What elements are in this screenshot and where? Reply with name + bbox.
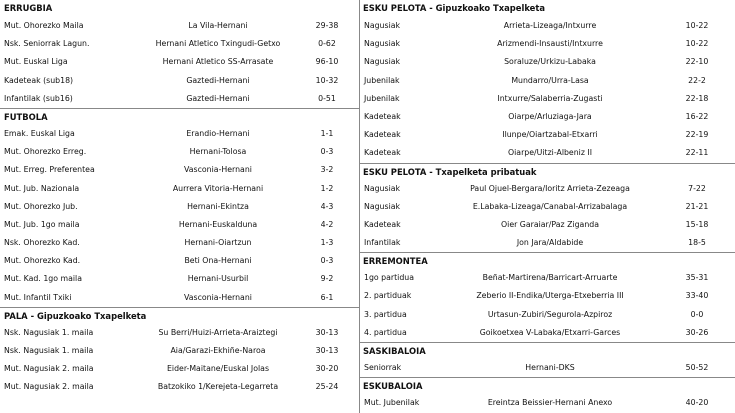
match-score: 96-10: [315, 57, 339, 67]
match-score: 25-24: [315, 382, 339, 392]
match-score: 1-3: [320, 238, 334, 248]
match-score: 10-22: [685, 39, 709, 49]
category-label: Kadeteak (sub18): [4, 75, 74, 85]
match-score: 50-52: [685, 363, 709, 372]
result-row: [359, 306, 735, 324]
category-label: Mut. Ohorezko Kad.: [4, 256, 81, 266]
result-row: [359, 394, 735, 412]
result-row: [0, 53, 359, 71]
category-label: Nsk. Ohorezko Kad.: [4, 238, 80, 248]
section-header: ERRUGBIA: [4, 3, 53, 13]
match-teams: Arizmendi-Insausti/Intxurre: [497, 39, 603, 49]
result-row: [0, 161, 359, 179]
category-label: Seniorrak: [364, 363, 402, 372]
match-teams: Zeberio II-Endika/Uterga-Etxeberria III: [476, 291, 624, 301]
match-teams: Mundarro/Urra-Lasa: [511, 75, 589, 85]
match-teams: Oier Garaiar/Paz Ziganda: [501, 219, 599, 229]
result-row: [0, 378, 359, 396]
result-row: [359, 72, 735, 90]
section: [359, 252, 735, 342]
match-teams: La Vila-Hernani: [188, 21, 248, 30]
match-score: 0-3: [320, 256, 334, 266]
category-label: Kadeteak: [364, 130, 401, 140]
match-teams: Goikoetxea V-Labaka/Etxarri-Garces: [479, 327, 621, 337]
category-label: Kadeteak: [364, 219, 401, 229]
match-score: 1-1: [320, 128, 334, 138]
match-teams: Aurrera Vitoria-Hernani: [172, 183, 264, 193]
match-teams: Hernani-Usurbil: [187, 274, 249, 284]
match-score: 21-21: [685, 201, 709, 211]
category-label: Mut. Nagusiak 2. maila: [4, 364, 94, 374]
match-teams: Erandio-Hernani: [186, 128, 250, 138]
category-label: Kadeteak: [364, 111, 401, 121]
match-teams: E.Labaka-Lizeaga/Canabal-Arrizabalaga: [472, 201, 628, 211]
section: [0, 0, 359, 108]
match-score: 16-22: [685, 111, 709, 121]
category-label: Nagusiak: [364, 57, 401, 67]
match-teams: Hernani Atletico SS-Arrasate: [162, 57, 274, 67]
match-teams: Hernani-Euskalduna: [178, 219, 258, 229]
section-header: SASKIBALOIA: [359, 342, 735, 359]
match-score: 0-0: [690, 309, 704, 319]
match-score: 0-62: [318, 39, 336, 49]
result-row: [0, 143, 359, 161]
match-score: 9-2: [320, 274, 334, 284]
result-row: [0, 342, 359, 360]
match-score: 10-22: [685, 21, 709, 30]
match-teams: Su Berri/Huizi-Arrieta-Araiztegi: [158, 327, 278, 337]
match-score: 18-5: [688, 238, 706, 248]
match-teams: Hernani-Ekintza: [187, 201, 249, 211]
match-teams: Ilunpe/Oiartzabal-Etxarri: [502, 130, 598, 140]
match-teams: Arrieta-Lizeaga/Intxurre: [503, 21, 597, 30]
result-row: [0, 324, 359, 342]
category-label: Jubenilak: [364, 93, 400, 103]
result-row: [359, 35, 735, 53]
match-score: 22-2: [688, 75, 706, 85]
match-score: 4-3: [320, 201, 334, 211]
result-row: [359, 216, 735, 234]
category-label: Nsk. Nagusiak 1. maila: [4, 327, 94, 337]
result-row: [359, 144, 735, 162]
match-score: 30-26: [685, 327, 709, 337]
category-label: Mut. Infantil Txiki: [4, 292, 72, 302]
category-label: Nsk. Seniorrak Lagun.: [4, 39, 90, 49]
match-teams: Gaztedi-Hernani: [186, 93, 250, 103]
category-label: Emak. Euskal Liga: [4, 128, 75, 138]
result-row: [359, 269, 735, 287]
section-header: PALA - Gipuzkoako Txapelketa: [0, 307, 359, 324]
category-label: Mut. Nagusiak 2. maila: [4, 382, 94, 392]
match-teams: Soraluze/Urkizu-Labaka: [504, 57, 596, 67]
category-label: 2. partiduak: [364, 291, 412, 301]
match-teams: Batzokiko 1/Kerejeta-Legarreta: [157, 382, 279, 392]
match-teams: Hernani Atletico Txingudi-Getxo: [155, 39, 281, 49]
match-score: 22-19: [685, 130, 709, 140]
match-score: 30-13: [315, 346, 339, 355]
section: [359, 377, 735, 412]
result-row: [359, 234, 735, 252]
section: [359, 163, 735, 253]
match-teams: Paul Ojuel-Bergara/Ioritz Arrieta-Zezeaga: [470, 183, 630, 193]
match-score: 29-38: [315, 21, 339, 30]
match-score: 15-18: [685, 219, 709, 229]
category-label: Mut. Ohorezko Maila: [4, 21, 84, 30]
match-score: 40-20: [685, 398, 709, 408]
category-label: Infantilak (sub16): [4, 93, 73, 103]
result-row: [359, 17, 735, 35]
match-teams: Hernani-Tolosa: [189, 147, 247, 157]
category-label: Mut. Ohorezko Erreg.: [4, 147, 87, 157]
match-teams: Vasconia-Hernani: [184, 165, 252, 175]
match-score: 10-32: [315, 75, 339, 85]
section-header: ERREMONTEA: [359, 252, 735, 269]
category-label: Nagusiak: [364, 21, 401, 30]
category-label: Nsk. Nagusiak 1. maila: [4, 346, 94, 355]
match-score: 33-40: [685, 291, 709, 301]
match-score: 4-2: [320, 219, 334, 229]
category-label: 4. partidua: [364, 327, 407, 337]
section: [0, 108, 359, 307]
result-row: [0, 198, 359, 216]
match-score: 6-1: [320, 292, 334, 302]
right-column: [359, 0, 735, 413]
left-column: [0, 0, 359, 413]
match-score: 22-11: [685, 148, 709, 158]
match-teams: Oiarpe/Uitzi-Albeniz II: [507, 148, 593, 158]
match-teams: Vasconia-Hernani: [184, 292, 252, 302]
match-score: 7-22: [688, 183, 706, 193]
category-label: Nagusiak: [364, 183, 401, 193]
result-row: [0, 90, 359, 108]
category-label: Nagusiak: [364, 39, 401, 49]
result-row: [359, 359, 735, 377]
result-row: [0, 270, 359, 288]
match-teams: Oiarpe/Arluziaga-Jara: [508, 111, 592, 121]
category-label: Mut. Kad. 1go maila: [4, 274, 82, 284]
result-row: [0, 289, 359, 307]
result-row: [0, 125, 359, 143]
match-teams: Beñat-Martirena/Barricart-Arruarte: [482, 273, 618, 283]
match-score: 35-31: [685, 273, 709, 283]
result-row: [359, 126, 735, 144]
match-teams: Hernani-Oiartzun: [184, 238, 252, 248]
section-header: ESKU PELOTA - Gipuzkoako Txapelketa: [363, 3, 546, 13]
category-label: 3. partidua: [364, 309, 407, 319]
result-row: [0, 252, 359, 270]
result-row: [359, 198, 735, 216]
match-score: 22-10: [685, 57, 709, 67]
match-teams: Jon Jara/Aldabide: [516, 238, 584, 248]
category-label: 1go partidua: [364, 273, 414, 283]
section-header: ESKUBALOIA: [359, 377, 735, 394]
section-header: FUTBOLA: [0, 108, 359, 125]
match-teams: Gaztedi-Hernani: [186, 75, 250, 85]
match-score: 0-3: [320, 147, 334, 157]
category-label: Mut. Erreg. Preferentea: [4, 165, 95, 175]
result-row: [359, 324, 735, 342]
result-row: [0, 35, 359, 53]
match-score: 0-51: [318, 93, 336, 103]
category-label: Mut. Ohorezko Jub.: [4, 201, 78, 211]
section: [359, 342, 735, 377]
category-label: Mut. Jub. 1go maila: [4, 219, 80, 229]
category-label: Infantilak: [364, 238, 401, 248]
result-row: [0, 17, 359, 35]
category-label: Jubenilak: [364, 75, 400, 85]
result-row: [0, 360, 359, 378]
match-teams: Aia/Garazi-Ekhiñe-Naroa: [170, 346, 266, 355]
result-row: [0, 216, 359, 234]
result-row: [359, 108, 735, 126]
match-teams: Ereintza Beissier-Hernani Anexo: [487, 398, 613, 408]
match-score: 22-18: [685, 93, 709, 103]
result-row: [0, 234, 359, 252]
match-score: 3-2: [320, 165, 334, 175]
result-row: [0, 180, 359, 198]
match-teams: Urtasun-Zubiri/Segurola-Azpiroz: [487, 309, 613, 319]
match-teams: Hernani-DKS: [525, 363, 575, 372]
section-header: ESKU PELOTA - Txapelketa pribatuak: [359, 163, 735, 180]
category-label: Mut. Euskal Liga: [4, 57, 68, 67]
category-label: Kadeteak: [364, 148, 401, 158]
result-row: [359, 180, 735, 198]
match-teams: Eider-Maitane/Euskal Jolas: [166, 364, 270, 374]
section: [359, 0, 735, 163]
category-label: Mut. Jub. Nazionala: [4, 183, 80, 193]
result-row: [359, 53, 735, 71]
category-label: Nagusiak: [364, 201, 401, 211]
match-score: 30-20: [315, 364, 339, 374]
match-teams: Intxurre/Salaberria-Zugasti: [497, 93, 603, 103]
match-score: 1-2: [320, 183, 334, 193]
result-row: [359, 287, 735, 305]
category-label: Mut. Jubenilak: [364, 398, 420, 408]
match-teams: Beti Ona-Hernani: [184, 256, 252, 266]
match-score: 30-13: [315, 327, 339, 337]
result-row: [359, 90, 735, 108]
section: [0, 307, 359, 397]
result-row: [0, 72, 359, 90]
